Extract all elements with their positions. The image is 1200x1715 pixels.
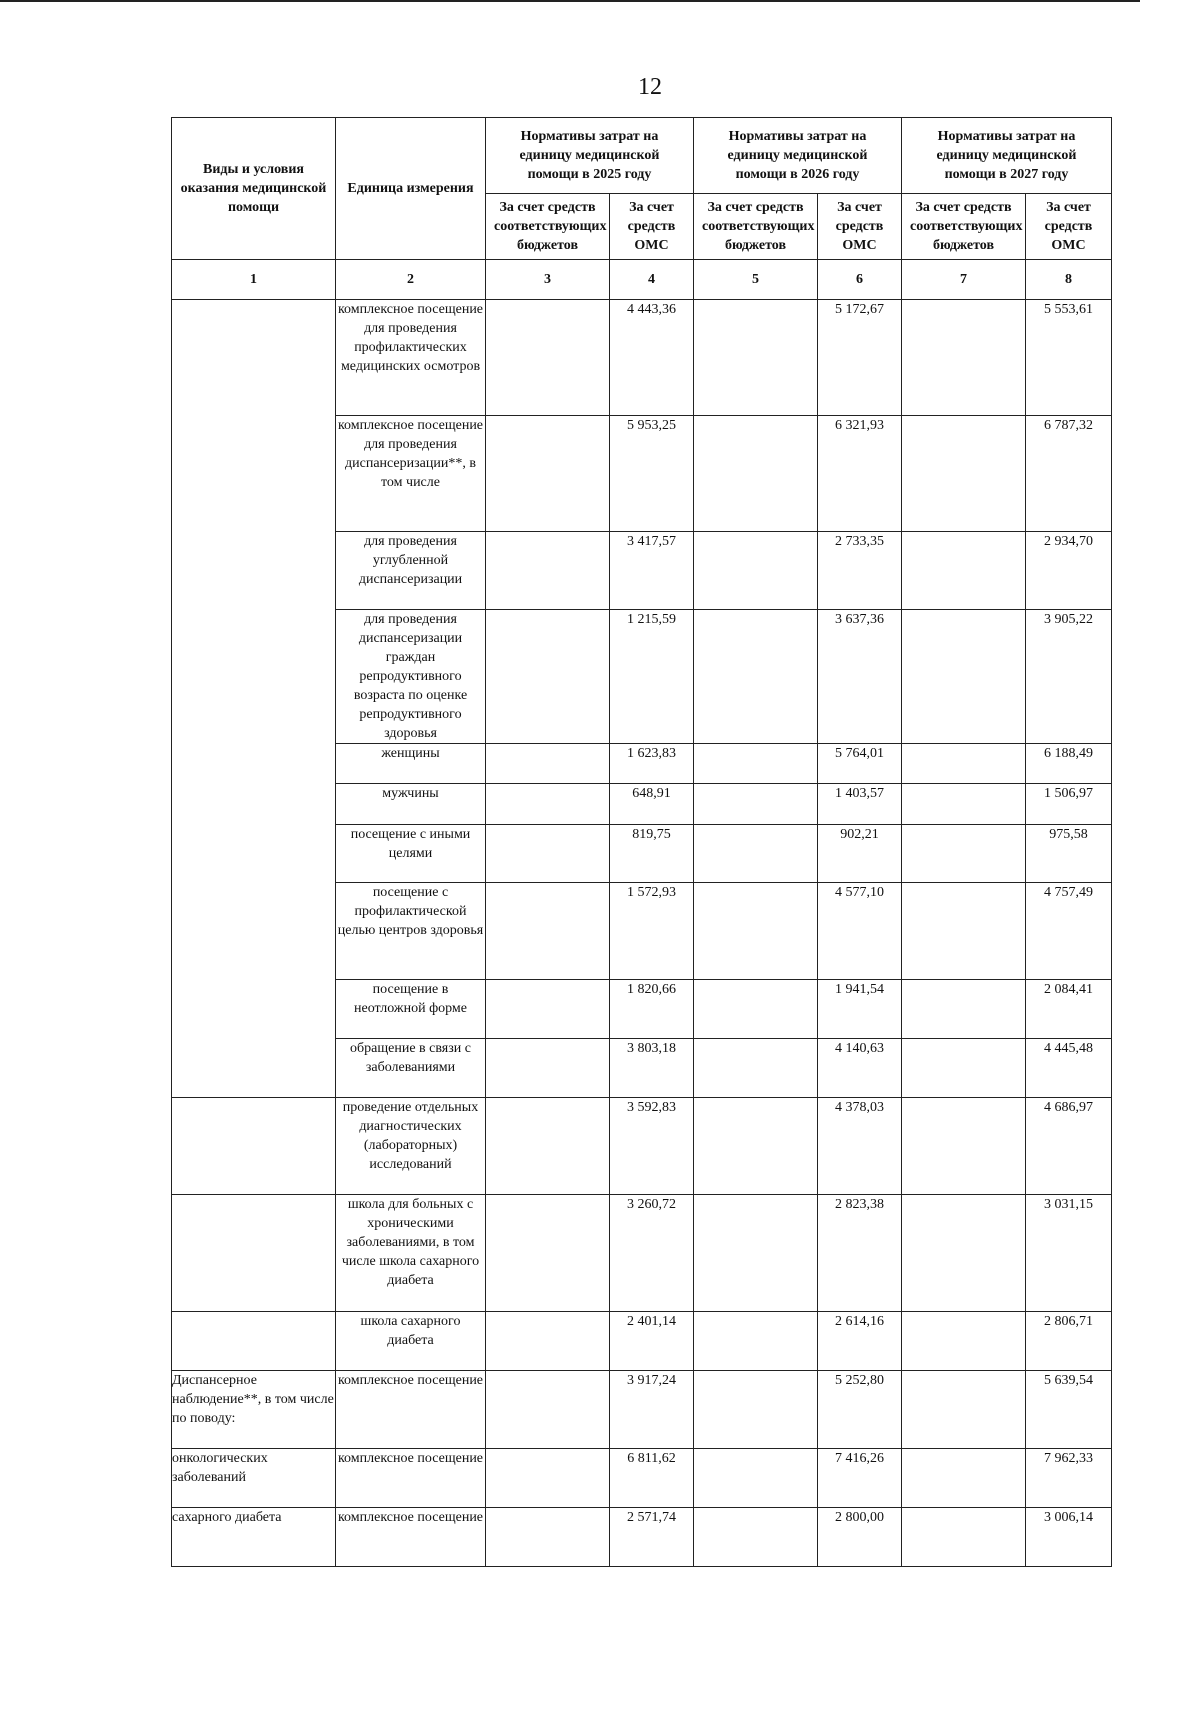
table-row bbox=[172, 1312, 1112, 1371]
column-number: 3 bbox=[486, 260, 610, 300]
row-kind bbox=[172, 1098, 336, 1195]
subheader-budget-2026: За счет средств соответствующих бюджетов bbox=[694, 194, 818, 260]
column-number: 5 bbox=[694, 260, 818, 300]
row-budget-2026 bbox=[694, 532, 818, 610]
row-oms-2025: 648,91 bbox=[610, 784, 694, 825]
row-budget-2026 bbox=[694, 1195, 818, 1312]
row-budget-2026 bbox=[694, 744, 818, 784]
row-oms-2026: 2 733,35 bbox=[818, 532, 902, 610]
row-budget-2025 bbox=[486, 1195, 610, 1312]
row-budget-2027 bbox=[902, 610, 1026, 744]
row-budget-2026 bbox=[694, 416, 818, 532]
row-oms-2027: 4 757,49 bbox=[1026, 883, 1112, 980]
row-budget-2025 bbox=[486, 784, 610, 825]
row-oms-2025: 2 401,14 bbox=[610, 1312, 694, 1371]
row-oms-2027: 7 962,33 bbox=[1026, 1449, 1112, 1508]
row-oms-2027: 4 445,48 bbox=[1026, 1039, 1112, 1098]
row-oms-2026: 2 614,16 bbox=[818, 1312, 902, 1371]
row-budget-2025 bbox=[486, 1508, 610, 1567]
row-kind bbox=[172, 300, 336, 1098]
subheader-oms-2026: За счет средств ОМС bbox=[818, 194, 902, 260]
row-budget-2026 bbox=[694, 1508, 818, 1567]
row-oms-2027: 2 934,70 bbox=[1026, 532, 1112, 610]
row-oms-2026: 1 403,57 bbox=[818, 784, 902, 825]
row-oms-2025: 1 215,59 bbox=[610, 610, 694, 744]
row-oms-2025: 1 623,83 bbox=[610, 744, 694, 784]
row-oms-2027: 5 639,54 bbox=[1026, 1371, 1112, 1449]
row-budget-2027 bbox=[902, 883, 1026, 980]
row-kind: онкологических заболеваний bbox=[172, 1449, 336, 1508]
row-oms-2027: 2 084,41 bbox=[1026, 980, 1112, 1039]
row-budget-2025 bbox=[486, 610, 610, 744]
row-oms-2025: 3 592,83 bbox=[610, 1098, 694, 1195]
row-oms-2025: 4 443,36 bbox=[610, 300, 694, 416]
row-unit: посещение в неотложной форме bbox=[336, 980, 486, 1039]
column-number: 4 bbox=[610, 260, 694, 300]
row-oms-2026: 5 172,67 bbox=[818, 300, 902, 416]
header-year-2026: Нормативы затрат на единицу медицинской помощи в 2026 году bbox=[694, 118, 902, 194]
row-budget-2027 bbox=[902, 532, 1026, 610]
row-budget-2025 bbox=[486, 532, 610, 610]
row-oms-2026: 4 577,10 bbox=[818, 883, 902, 980]
row-unit: комплексное посещение bbox=[336, 1371, 486, 1449]
row-kind: сахарного диабета bbox=[172, 1508, 336, 1567]
row-unit: школа сахарного диабета bbox=[336, 1312, 486, 1371]
row-oms-2026: 902,21 bbox=[818, 825, 902, 883]
row-oms-2026: 2 823,38 bbox=[818, 1195, 902, 1312]
row-unit: комплексное посещение bbox=[336, 1449, 486, 1508]
table-row bbox=[172, 1371, 1112, 1449]
row-oms-2026: 2 800,00 bbox=[818, 1508, 902, 1567]
row-budget-2027 bbox=[902, 825, 1026, 883]
header-kind: Виды и условия оказания медицинской помощи bbox=[172, 118, 336, 260]
column-number: 2 bbox=[336, 260, 486, 300]
table-row bbox=[172, 1195, 1112, 1312]
row-oms-2026: 7 416,26 bbox=[818, 1449, 902, 1508]
subheader-oms-2025: За счет средств ОМС bbox=[610, 194, 694, 260]
row-budget-2027 bbox=[902, 1195, 1026, 1312]
row-oms-2025: 3 417,57 bbox=[610, 532, 694, 610]
row-oms-2025: 819,75 bbox=[610, 825, 694, 883]
row-budget-2026 bbox=[694, 980, 818, 1039]
row-budget-2025 bbox=[486, 1312, 610, 1371]
column-number: 7 bbox=[902, 260, 1026, 300]
row-budget-2027 bbox=[902, 980, 1026, 1039]
row-budget-2026 bbox=[694, 1039, 818, 1098]
table-row bbox=[172, 300, 1112, 416]
row-unit: школа для больных с хроническими заболеваниями, в том числе школа сахарного диабета bbox=[336, 1195, 486, 1312]
row-oms-2025: 5 953,25 bbox=[610, 416, 694, 532]
row-unit: посещение с иными целями bbox=[336, 825, 486, 883]
row-budget-2026 bbox=[694, 825, 818, 883]
row-oms-2027: 4 686,97 bbox=[1026, 1098, 1112, 1195]
row-unit: комплексное посещение bbox=[336, 1508, 486, 1567]
row-budget-2026 bbox=[694, 300, 818, 416]
row-oms-2025: 3 260,72 bbox=[610, 1195, 694, 1312]
header-unit: Единица измерения bbox=[336, 118, 486, 260]
row-oms-2026: 3 637,36 bbox=[818, 610, 902, 744]
row-kind: Диспансерное наблюдение**, в том числе по поводу: bbox=[172, 1371, 336, 1449]
row-budget-2026 bbox=[694, 1449, 818, 1508]
row-budget-2027 bbox=[902, 1098, 1026, 1195]
row-oms-2027: 6 787,32 bbox=[1026, 416, 1112, 532]
row-oms-2025: 1 820,66 bbox=[610, 980, 694, 1039]
row-budget-2025 bbox=[486, 744, 610, 784]
row-oms-2027: 2 806,71 bbox=[1026, 1312, 1112, 1371]
row-budget-2027 bbox=[902, 1039, 1026, 1098]
row-oms-2027: 3 031,15 bbox=[1026, 1195, 1112, 1312]
row-budget-2027 bbox=[902, 1371, 1026, 1449]
row-budget-2025 bbox=[486, 1098, 610, 1195]
row-budget-2026 bbox=[694, 883, 818, 980]
row-kind bbox=[172, 1195, 336, 1312]
row-oms-2027: 3 905,22 bbox=[1026, 610, 1112, 744]
row-kind bbox=[172, 1312, 336, 1371]
row-budget-2025 bbox=[486, 1371, 610, 1449]
row-budget-2027 bbox=[902, 1508, 1026, 1567]
row-unit: посещение с профилактической целью центров здоровья bbox=[336, 883, 486, 980]
subheader-budget-2025: За счет средств соответствующих бюджетов bbox=[486, 194, 610, 260]
row-unit: для проведения диспансеризации граждан репродуктивного возраста по оценке репродуктивного здоровья bbox=[336, 610, 486, 744]
row-budget-2025 bbox=[486, 300, 610, 416]
row-budget-2026 bbox=[694, 1371, 818, 1449]
row-unit: комплексное посещение для проведения профилактических медицинских осмотров bbox=[336, 300, 486, 416]
row-oms-2027: 1 506,97 bbox=[1026, 784, 1112, 825]
row-budget-2026 bbox=[694, 1098, 818, 1195]
row-oms-2025: 3 803,18 bbox=[610, 1039, 694, 1098]
row-oms-2026: 4 378,03 bbox=[818, 1098, 902, 1195]
row-budget-2025 bbox=[486, 883, 610, 980]
row-oms-2027: 975,58 bbox=[1026, 825, 1112, 883]
column-number: 8 bbox=[1026, 260, 1112, 300]
row-budget-2025 bbox=[486, 825, 610, 883]
row-budget-2025 bbox=[486, 980, 610, 1039]
row-oms-2025: 2 571,74 bbox=[610, 1508, 694, 1567]
row-unit: мужчины bbox=[336, 784, 486, 825]
row-budget-2027 bbox=[902, 300, 1026, 416]
subheader-budget-2027: За счет средств соответствующих бюджетов bbox=[902, 194, 1026, 260]
row-oms-2026: 1 941,54 bbox=[818, 980, 902, 1039]
row-oms-2027: 6 188,49 bbox=[1026, 744, 1112, 784]
row-oms-2027: 5 553,61 bbox=[1026, 300, 1112, 416]
row-oms-2027: 3 006,14 bbox=[1026, 1508, 1112, 1567]
subheader-oms-2027: За счет средств ОМС bbox=[1026, 194, 1112, 260]
table-row bbox=[172, 1508, 1112, 1567]
row-oms-2026: 4 140,63 bbox=[818, 1039, 902, 1098]
row-budget-2027 bbox=[902, 784, 1026, 825]
row-budget-2025 bbox=[486, 416, 610, 532]
column-number: 1 bbox=[172, 260, 336, 300]
row-budget-2026 bbox=[694, 784, 818, 825]
cost-standards-table bbox=[171, 117, 1112, 1567]
row-oms-2026: 5 252,80 bbox=[818, 1371, 902, 1449]
row-unit: обращение в связи с заболеваниями bbox=[336, 1039, 486, 1098]
row-budget-2025 bbox=[486, 1039, 610, 1098]
row-oms-2025: 6 811,62 bbox=[610, 1449, 694, 1508]
row-budget-2027 bbox=[902, 416, 1026, 532]
row-oms-2026: 5 764,01 bbox=[818, 744, 902, 784]
row-oms-2025: 1 572,93 bbox=[610, 883, 694, 980]
row-unit: женщины bbox=[336, 744, 486, 784]
top-border-line bbox=[0, 0, 1140, 2]
row-budget-2026 bbox=[694, 1312, 818, 1371]
row-budget-2027 bbox=[902, 744, 1026, 784]
row-oms-2026: 6 321,93 bbox=[818, 416, 902, 532]
header-year-2025: Нормативы затрат на единицу медицинской помощи в 2025 году bbox=[486, 118, 694, 194]
row-unit: для проведения углубленной диспансеризации bbox=[336, 532, 486, 610]
row-unit: комплексное посещение для проведения диспансеризации**, в том числе bbox=[336, 416, 486, 532]
row-budget-2025 bbox=[486, 1449, 610, 1508]
row-budget-2027 bbox=[902, 1449, 1026, 1508]
header-year-2027: Нормативы затрат на единицу медицинской помощи в 2027 году bbox=[902, 118, 1112, 194]
table-row bbox=[172, 1098, 1112, 1195]
column-number: 6 bbox=[818, 260, 902, 300]
page-number: 12 bbox=[638, 74, 662, 100]
row-unit: проведение отдельных диагностических (лабораторных) исследований bbox=[336, 1098, 486, 1195]
row-budget-2026 bbox=[694, 610, 818, 744]
row-budget-2027 bbox=[902, 1312, 1026, 1371]
row-oms-2025: 3 917,24 bbox=[610, 1371, 694, 1449]
table-row bbox=[172, 1449, 1112, 1508]
